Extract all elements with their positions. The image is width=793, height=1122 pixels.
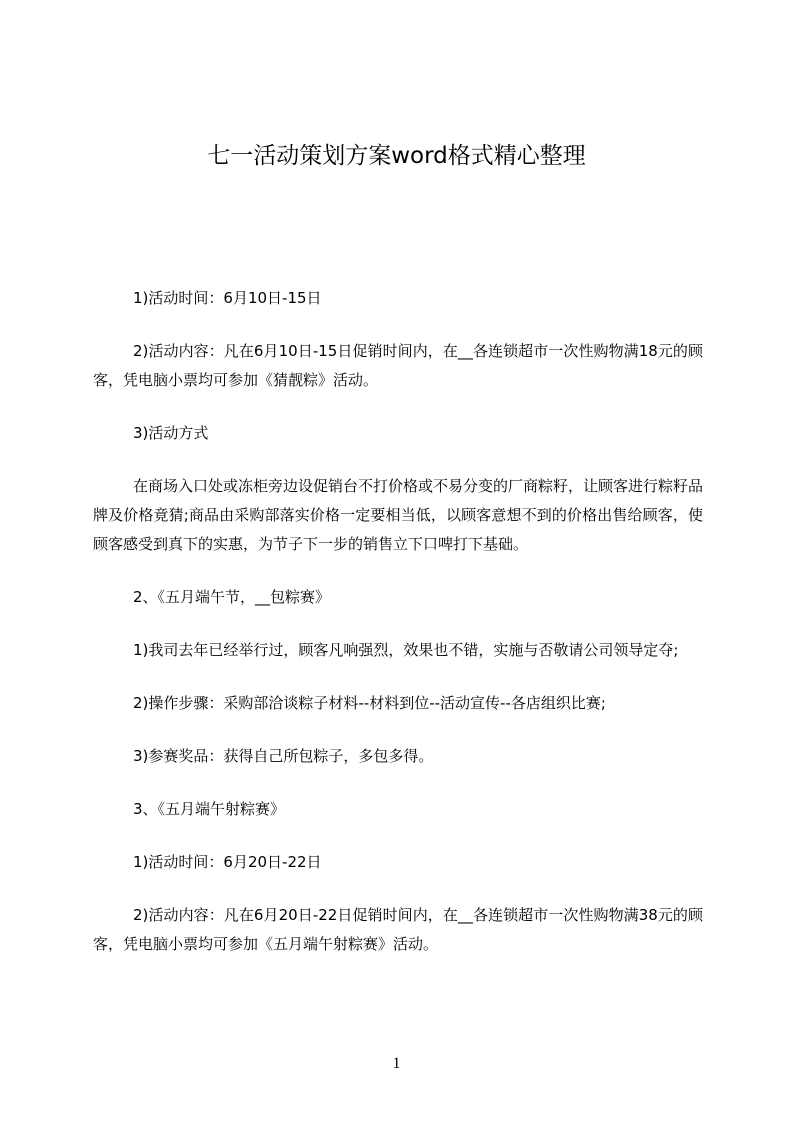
page-number: 1 [392, 1055, 401, 1072]
paragraph-prizes: 3)参赛奖品：获得自己所包粽子，多包多得。 [133, 747, 434, 765]
paragraph-activity-time-1: 1)活动时间：6月10日-15日 [133, 289, 322, 307]
paragraph-activity-content-2: 2)活动内容：凡在6月20日-22日促销时间内，在__各连锁超市一次性购物满38元的顾客，凭电脑小票均可参加《五月端午射粽赛》活动。 [93, 906, 703, 953]
paragraph-operation-steps: 2)操作步骤：采购部洽谈粽子材料--材料到位--活动宣传--各店组织比赛; [133, 694, 606, 712]
section-heading-zongzi-wrapping: 2、《五月端午节，__包粽赛》 [133, 588, 331, 606]
section-heading-zongzi-shooting: 3、《五月端午射粽赛》 [133, 800, 286, 818]
paragraph-activity-method: 3)活动方式 [133, 424, 209, 442]
paragraph-activity-content-1: 2)活动内容：凡在6月10日-15日促销时间内，在__各连锁超市一次性购物满18元的顾客，凭电脑小票均可参加《猜靓粽》活动。 [93, 342, 703, 389]
document-title: 七一活动策划方案word格式精心整理 [207, 143, 586, 169]
document-body [93, 284, 703, 983]
paragraph-method-description: 在商场入口处或冻柜旁边设促销台不打价格或不易分变的厂商粽籽，让顾客进行粽籽品牌及价格竟猜;商品由采购部落实价格一定要相当低，以顾客意想不到的价格出售给顾客，使顾客感受到真下的实惠，为节子下一步的销售立下口啤打下基础。 [93, 477, 704, 553]
paragraph-activity-time-2: 1)活动时间：6月20日-22日 [133, 853, 322, 871]
paragraph-last-year-note: 1)我司去年已经举行过，顾客凡响强烈，效果也不错，实施与否敬请公司领导定夺; [133, 641, 679, 659]
